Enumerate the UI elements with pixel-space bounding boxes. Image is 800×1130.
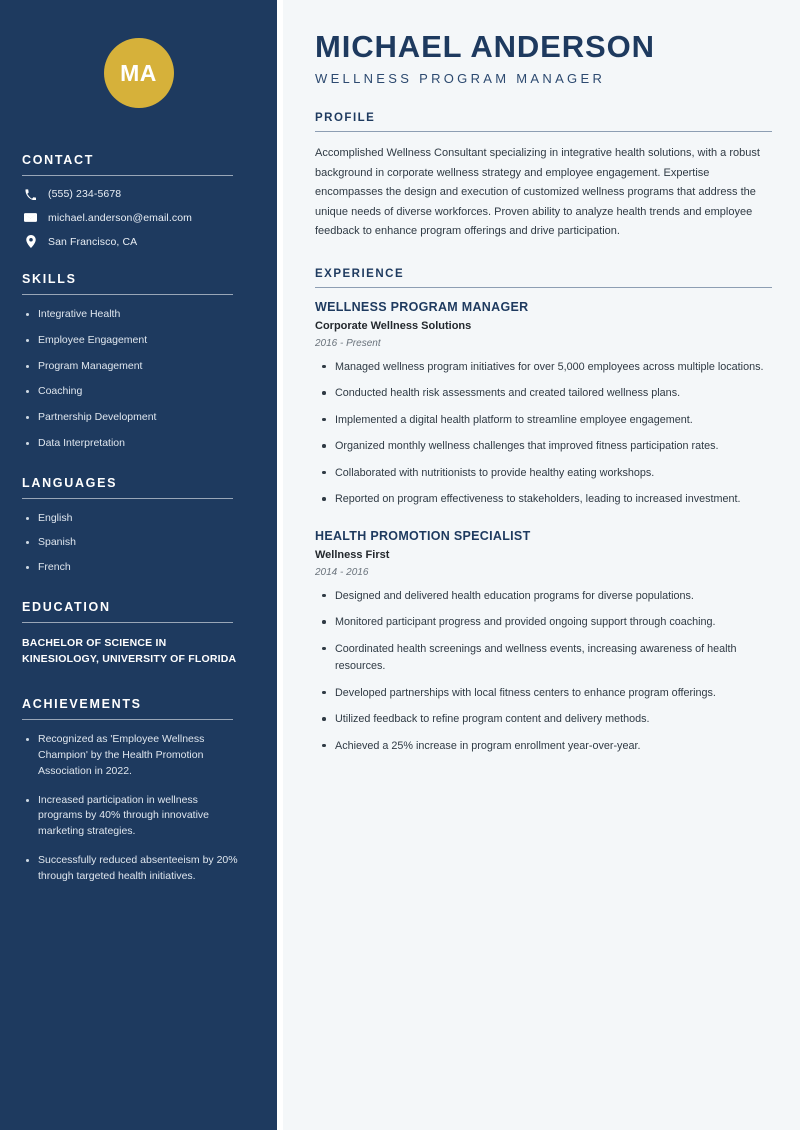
contact-location-row[interactable] [22,235,255,248]
list-item: Partnership Development [22,410,255,426]
list-item: Spanish [22,535,255,551]
skills-heading: SKILLS [22,272,77,286]
map-pin-icon [22,235,39,248]
list-item: Monitored participant progress and provided ongoing support through coaching. [315,614,772,631]
list-item: Employee Engagement [22,333,255,349]
list-item: Successfully reduced absenteeism by 20% through targeted health initiatives. [22,853,255,885]
achievements-divider [22,719,233,720]
experience-divider [315,287,772,288]
list-item: Developed partnerships with local fitness centers to enhance program offerings. [315,685,772,702]
achievements-section [22,697,255,884]
job-dates: 2016 - Present [315,337,381,349]
contact-email-value: michael.anderson@email.com [48,211,192,224]
list-item: Achieved a 25% increase in program enrollment year-over-year. [315,738,772,755]
list-item: Increased participation in wellness programs by 40% through innovative marketing strategies. [22,793,255,840]
languages-heading: LANGUAGES [22,475,118,490]
achievements-heading: ACHIEVEMENTS [22,697,142,712]
profile-divider [315,131,772,132]
list-item: Managed wellness program initiatives for over 5,000 employees across multiple locations. [315,359,772,376]
education-degree-line-2: KINESIOLOGY, UNIVERSITY OF FLORIDA [22,653,237,666]
sidebar [0,0,277,1130]
contact-phone-value: (555) 234-5678 [48,188,122,200]
list-item: Reported on program effectiveness to stakeholders, leading to increased investment. [315,491,772,508]
experience-heading: EXPERIENCE [315,267,405,280]
list-item: Data Interpretation [22,436,255,452]
achievements-list [22,732,255,884]
envelope-icon [22,211,39,224]
list-item: Conducted health risk assessments and created tailored wellness plans. [315,385,772,402]
list-item: Integrative Health [22,307,255,323]
page-title: MICHAEL ANDERSON [315,29,655,64]
avatar-container [22,0,255,108]
list-item: Organized monthly wellness challenges that improved fitness participation rates. [315,438,772,455]
languages-divider [22,498,233,499]
job-title: WELLNESS PROGRAM MANAGER [315,299,529,314]
list-item: Coordinated health screenings and wellness events, increasing awareness of health resources. [315,641,772,676]
education-divider [22,622,233,623]
job-role-subtitle: WELLNESS PROGRAM MANAGER [315,71,606,87]
experience-section [315,268,772,755]
education-heading: EDUCATION [22,599,111,614]
profile-section [315,112,772,242]
education-degree-line-1: BACHELOR OF SCIENCE IN [22,636,167,649]
languages-list [22,511,255,576]
contact-divider [22,175,233,176]
education-section [22,600,255,668]
experience-entry [315,529,772,755]
list-item: French [22,560,255,576]
list-item: Designed and delivered health education programs for diverse populations. [315,588,772,605]
list-item: English [22,511,255,527]
job-title: HEALTH PROMOTION SPECIALIST [315,528,531,543]
list-item: Program Management [22,359,255,375]
list-item: Collaborated with nutritionists to provide healthy eating workshops. [315,465,772,482]
job-bullet-list [315,588,772,755]
job-dates: 2014 - 2016 [315,566,369,578]
experience-entry [315,300,772,509]
list-item: Coaching [22,384,255,400]
contact-email-row[interactable] [22,211,255,224]
list-item: Implemented a digital health platform to streamline employee engagement. [315,412,772,429]
skills-section [22,272,255,452]
contact-phone-row[interactable] [22,188,255,200]
avatar: MA [104,38,174,108]
profile-heading: PROFILE [315,112,376,125]
profile-text: Accomplished Wellness Consultant specializing in integrative health solutions, with a robust background in corporate wellness strategy and employee engagement. Expertise encompasses the design and execution of customized wellness programs that address the unique needs of diverse workforces. Proven ability to analyze health trends and employee feedback to enhance program offerings and drive participation. [315,147,760,238]
phone-icon [22,189,39,200]
job-company: Corporate Wellness Solutions [315,319,472,332]
skills-divider [22,294,233,295]
skills-list [22,307,255,452]
main-content [283,0,800,1130]
list-item: Utilized feedback to refine program content and delivery methods. [315,711,772,728]
contact-section [22,153,255,248]
job-company: Wellness First [315,548,390,561]
list-item: Recognized as 'Employee Wellness Champion' by the Health Promotion Association in 2022. [22,732,255,779]
languages-section [22,476,255,576]
contact-location-value: San Francisco, CA [48,235,138,248]
job-bullet-list [315,359,772,509]
contact-heading: CONTACT [22,153,95,167]
